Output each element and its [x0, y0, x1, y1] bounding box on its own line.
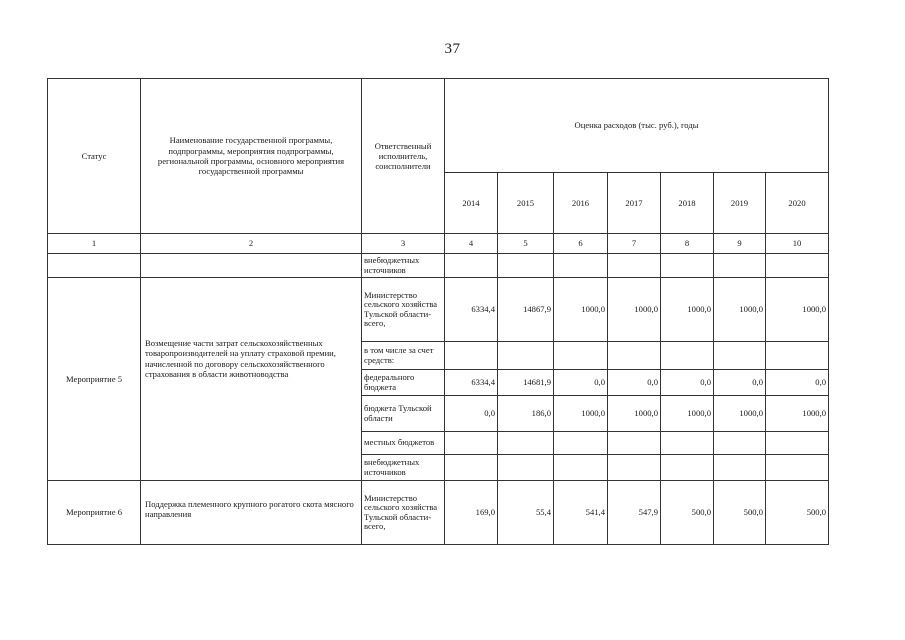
value-cell	[498, 455, 554, 481]
value-cell	[766, 342, 829, 370]
header-name: Наименование государственной программы, подпрограммы, мероприятия подпрограммы, региональной программы, основного мероприятия государственной программы	[141, 79, 362, 234]
value-cell: 0,0	[766, 370, 829, 396]
value-cell: 14681,9	[498, 370, 554, 396]
funding-source: Министерство сельского хозяйства Тульской области- всего,	[362, 278, 445, 342]
value-cell	[445, 342, 498, 370]
header-year: 2015	[498, 173, 554, 234]
value-cell	[766, 455, 829, 481]
measure-name: Поддержка племенного крупного рогатого скота мясного направления	[141, 481, 362, 545]
header-year: 2018	[661, 173, 714, 234]
header-year: 2014	[445, 173, 498, 234]
column-number: 2	[141, 234, 362, 254]
value-cell: 186,0	[498, 396, 554, 432]
header-year: 2017	[608, 173, 661, 234]
value-cell	[608, 455, 661, 481]
header-executor: Ответственный исполнитель, соисполнители	[362, 79, 445, 234]
value-cell	[498, 342, 554, 370]
measure-status: Мероприятие 5	[48, 278, 141, 481]
funding-source: в том числе за счет средств:	[362, 342, 445, 370]
value-cell	[714, 342, 766, 370]
column-number: 6	[554, 234, 608, 254]
header-expenses: Оценка расходов (тыс. руб.), годы	[445, 79, 829, 173]
value-cell: 14867,9	[498, 278, 554, 342]
funding-source: Министерство сельского хозяйства Тульской области- всего,	[362, 481, 445, 545]
value-cell: 55,4	[498, 481, 554, 545]
value-cell	[608, 342, 661, 370]
funding-source: внебюджетных источников	[362, 455, 445, 481]
funding-source: бюджета Тульской области	[362, 396, 445, 432]
value-cell	[608, 432, 661, 455]
value-cell: 1000,0	[554, 396, 608, 432]
value-cell	[498, 432, 554, 455]
value-cell	[554, 432, 608, 455]
header-year: 2020	[766, 173, 829, 234]
value-cell	[445, 432, 498, 455]
header-row	[48, 79, 829, 173]
page-number: 37	[444, 41, 461, 57]
value-cell: 547,9	[608, 481, 661, 545]
value-cell: 0,0	[714, 370, 766, 396]
value-cell: 0,0	[445, 396, 498, 432]
value-cell	[714, 455, 766, 481]
value-cell: 1000,0	[661, 396, 714, 432]
funding-source: внебюджетных источников	[362, 254, 445, 278]
value-cell: 1000,0	[714, 396, 766, 432]
value-cell: 1000,0	[766, 396, 829, 432]
value-cell	[766, 432, 829, 455]
value-cell	[554, 455, 608, 481]
value-cell: 0,0	[608, 370, 661, 396]
value-cell: 6334,4	[445, 370, 498, 396]
value-cell	[554, 342, 608, 370]
value-cell: 1000,0	[554, 278, 608, 342]
header-year: 2016	[554, 173, 608, 234]
value-cell: 1000,0	[714, 278, 766, 342]
header-status: Статус	[48, 79, 141, 234]
value-cell: 500,0	[766, 481, 829, 545]
table-row	[48, 278, 829, 342]
column-number: 4	[445, 234, 498, 254]
value-cell: 169,0	[445, 481, 498, 545]
table-row	[48, 481, 829, 545]
value-cell: 1000,0	[661, 278, 714, 342]
value-cell: 541,4	[554, 481, 608, 545]
value-cell	[661, 432, 714, 455]
value-cell: 6334,4	[445, 278, 498, 342]
column-number: 8	[661, 234, 714, 254]
measure-name: Возмещение части затрат сельскохозяйственных товаропроизводителей на уплату страховой премии, начисленной по договору сельскохозяйственного страхования в области животноводства	[141, 278, 362, 481]
column-number: 9	[714, 234, 766, 254]
value-cell	[661, 342, 714, 370]
value-cell: 1000,0	[608, 396, 661, 432]
expenses-table	[47, 78, 829, 545]
measure-status: Мероприятие 6	[48, 481, 141, 545]
table-row	[48, 254, 829, 278]
value-cell: 0,0	[661, 370, 714, 396]
value-cell: 1000,0	[766, 278, 829, 342]
value-cell	[714, 432, 766, 455]
funding-source: федерального бюджета	[362, 370, 445, 396]
column-numbers-row	[48, 234, 829, 254]
value-cell: 0,0	[554, 370, 608, 396]
column-number: 10	[766, 234, 829, 254]
value-cell: 1000,0	[608, 278, 661, 342]
value-cell	[445, 455, 498, 481]
column-number: 1	[48, 234, 141, 254]
header-year: 2019	[714, 173, 766, 234]
funding-source: местных бюджетов	[362, 432, 445, 455]
column-number: 5	[498, 234, 554, 254]
column-number: 7	[608, 234, 661, 254]
column-number: 3	[362, 234, 445, 254]
value-cell: 500,0	[661, 481, 714, 545]
value-cell	[661, 455, 714, 481]
value-cell: 500,0	[714, 481, 766, 545]
